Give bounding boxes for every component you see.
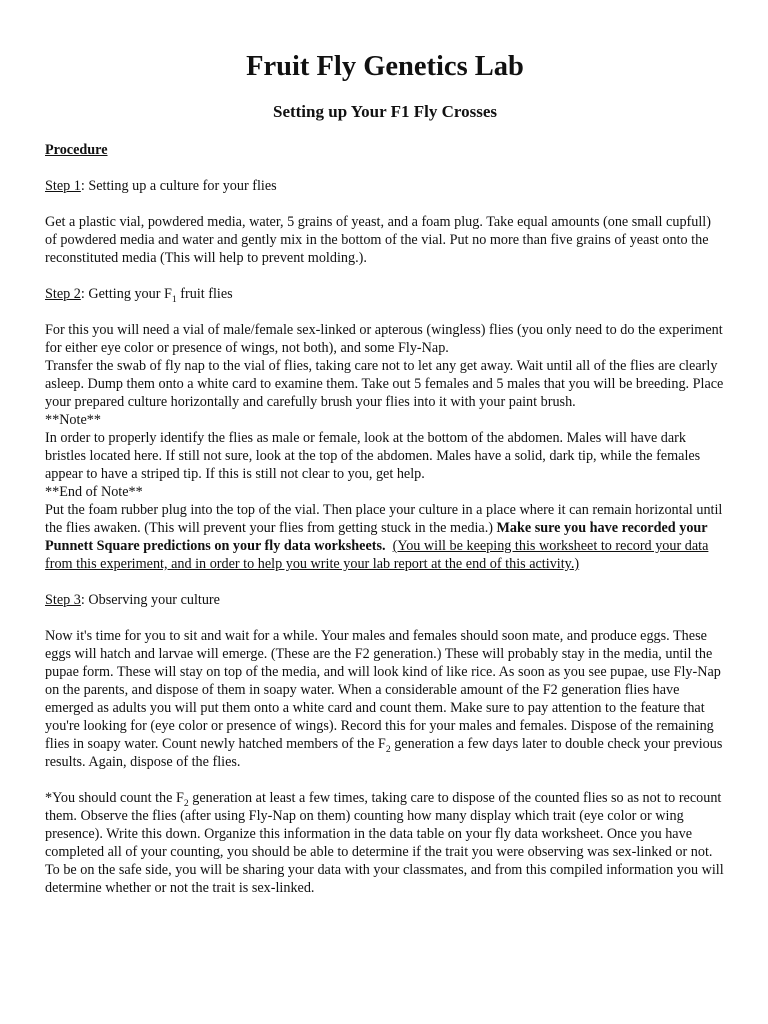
step2-para3-underline: (You will be keeping this worksheet to record your data from this experiment, and in order to help you write your lab report at the end of this activity.) [45,538,709,572]
note-end: **End of Note** [45,484,143,500]
document-title: Fruit Fly Genetics Lab [246,51,524,82]
step2-paragraph-1: For this you will need a vial of male/female sex-linked or apterous (wingless) flies (you only need to do the experiment for either eye color or presence of wings, not both), and some Fly-Nap. [45,322,723,356]
document-body [45,141,725,897]
step3-para-b-start: *You should count the F [45,790,184,806]
step2-heading [45,285,725,303]
step1-paragraph: Get a plastic vial, powdered media, water, 5 grains of yeast, and a foam plug. Take equal amounts (one small cupfull) of powdered media and water and gently mix in the bottom of the vial. Put no more than five grains of yeast onto the reconstituted media (This will help to prevent molding.). [45,214,711,266]
step2-para3-plain: Put the foam rubber plug into the top of the vial. Then place your culture in a place where it can remain horizontal until the flies awaken. (This will prevent your flies from getting stuck in the media.) [45,502,723,536]
step2-heading-post: fruit flies [176,286,233,302]
step3-heading [45,591,725,609]
note-start: **Note** [45,412,101,428]
step1-label: Step 1 [45,178,81,194]
step3-para-a: Now it's time for you to sit and wait for a while. Your males and females should soon mate, and produce eggs. These eggs will hatch and larvae will emerge. (These are the F2 generation.) These will probably stay in the media, until the pupae form. These will stay on top of the media, and will look kind of like rice. As soon as you see pupae, use Fly-Nap on the parents, and dispose of them in soapy water. When a considerable amount of the F2 generation flies have emerged as adults you will put them onto a white card and count them. Make sure to pay attention to the feature that you're looking for (eye color or presence of wings). Record this for your males and females. Dispose of the remaining flies in soapy water. Count newly hatched members of the F [45,628,721,752]
step3-para-a-sub: 2 [385,743,391,755]
step2-label: Step 2 [45,286,81,302]
step1-heading [45,177,725,195]
step2-paragraph-2: Transfer the swab of fly nap to the vial of flies, taking care not to let any get away. Wait until all of the flies are clearly asleep. Dump them onto a white card to examine them. Take out 5 females and 5 males that you will be breeding. Place your prepared culture horizontally and carefully brush your flies into it with your paint brush. [45,358,724,410]
procedure-heading-text: Procedure [45,142,108,158]
step2-paragraph-3 [45,501,725,573]
document-subtitle: Setting up Your F1 Fly Crosses [272,102,497,121]
step2-para3-bold: Make sure you have recorded your Punnett Square predictions on your fly data worksheets. [45,520,708,554]
step2-heading-sub: 1 [171,293,177,305]
step3-paragraph-1 [45,627,725,771]
step3-para-b-sub: 2 [183,797,189,809]
step3-para-a-end: generation a few days later to double check your previous results. Again, dispose of the flies. [45,736,723,770]
procedure-heading [45,141,725,159]
step2-heading-pre: : Getting your F [80,286,172,302]
step3-paragraph-2 [45,789,725,897]
step1-heading-text: : Setting up a culture for your flies [80,178,277,194]
step3-para-b-rest: generation at least a few times, taking care to dispose of the counted flies so as not to recount them. Observe the flies (after using Fly-Nap on them) counting how many display which trait (eye color or wing presence). Write this down. Organize this information in the data table on your fly data worksheet. Once you have completed all of your counting, you should be able to determine if the trait you were observing was sex-linked or not. To be on the safe side, you will be sharing your data with your classmates, and from this compiled information you will determine whether or not the trait is sex-linked. [45,790,724,896]
step3-heading-text: : Observing your culture [80,592,220,608]
note-text: In order to properly identify the flies as male or female, look at the bottom of the abdomen. Males will have dark bristles located here. If still not sure, look at the top of the abdomen. Males have a solid, dark tip, while the females appear to have a striped tip. If this is still not clear to you, get help. [45,430,701,482]
step3-label: Step 3 [45,592,81,608]
